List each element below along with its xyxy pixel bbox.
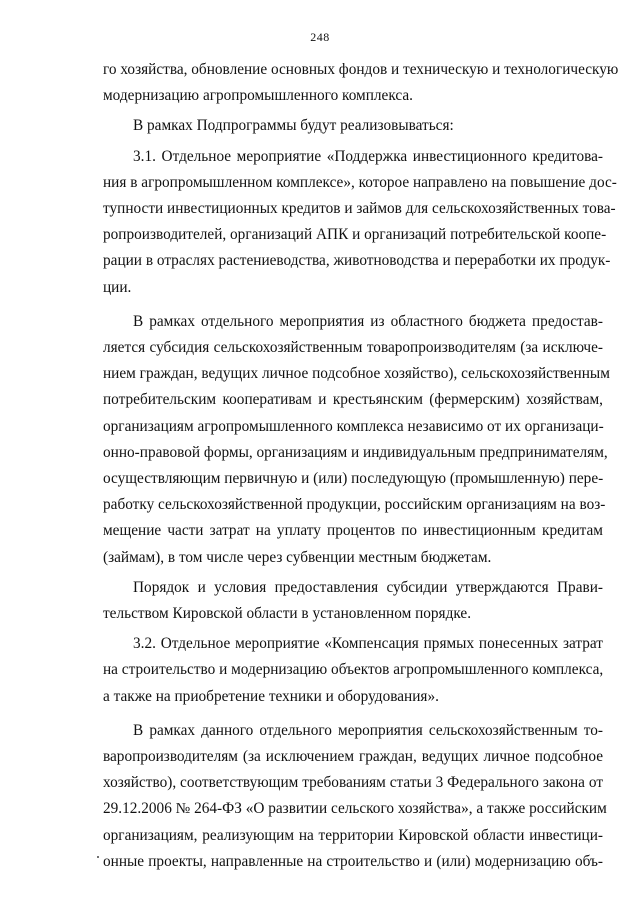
text-line: 29.12.2006 № 264-ФЗ «О развитии сельского хозяйства», а также российским bbox=[103, 800, 607, 818]
page-number: 248 bbox=[310, 30, 330, 44]
paragraph-subsidy bbox=[103, 309, 610, 571]
text-line: работку сельскохозяйственной продукции, российским организациям на воз- bbox=[103, 496, 606, 514]
document-body bbox=[103, 57, 619, 875]
text-line: на строительство и модернизацию объектов агропромышленного комплекса, bbox=[103, 661, 604, 679]
text-line: тупности инвестиционных кредитов и займов для сельскохозяйственных това- bbox=[103, 200, 616, 218]
text-line: мещение части затрат на уплату процентов по инвестиционным кредитам bbox=[103, 522, 603, 540]
text-line: онные проекты, направленные на строительство и (или) модернизацию объ- bbox=[103, 852, 603, 870]
scan-speck bbox=[97, 856, 99, 858]
text-line: осуществляющим первичную и (или) последующую (промышленную) пере- bbox=[103, 470, 604, 488]
text-line: хозяйство), соответствующим требованиям статьи 3 Федерального закона от bbox=[103, 774, 603, 792]
paragraph-measure-3-2 bbox=[103, 631, 603, 710]
text-line: 3.1. Отдельное мероприятие «Поддержка инвестиционного кредитова- bbox=[133, 147, 603, 165]
text-line: В рамках данного отдельного мероприятия сельскохозяйственным то- bbox=[133, 721, 603, 739]
text-line: ропроизводителей, организаций АПК и организаций потребительской коопе- bbox=[103, 226, 607, 244]
text-line: модернизацию агропромышленного комплекса. bbox=[103, 87, 413, 105]
text-line: В рамках отдельного мероприятия из областного бюджета предостав- bbox=[133, 312, 603, 330]
text-line: рации в отраслях растениеводства, животноводства и переработки их продук- bbox=[103, 252, 611, 270]
paragraph-procedure bbox=[103, 575, 603, 627]
text-line: а также на приобретение техники и оборудования». bbox=[103, 687, 439, 705]
paragraph-measure-3-1 bbox=[103, 144, 617, 301]
text-line: В рамках Подпрограммы будут реализовываться: bbox=[133, 117, 454, 135]
text-line: (займам), в том числе через субвенции местным бюджетам. bbox=[103, 548, 492, 566]
text-line: Порядок и условия предоставления субсидии утверждаются Прави- bbox=[133, 578, 603, 596]
paragraph-continuation bbox=[103, 57, 619, 109]
text-line: организациям агропромышленного комплекса независимо от их организаци- bbox=[103, 417, 604, 435]
text-line: нием граждан, ведущих личное подсобное хозяйство), сельскохозяйственным bbox=[103, 365, 610, 383]
text-line: ляется субсидия сельскохозяйственным товаропроизводителям (за исключе- bbox=[103, 339, 603, 357]
text-line: го хозяйства, обновление основных фондов и техническую и технологическую bbox=[103, 61, 619, 78]
text-line: онно-правовой формы, организациям и индивидуальным предпринимателям, bbox=[103, 443, 608, 461]
text-line: ния в агропромышленном комплексе», которое направлено на повышение дос- bbox=[103, 173, 617, 191]
text-line: потребительским кооперативам и крестьянским (фермерским) хозяйствам, bbox=[103, 391, 603, 409]
text-line: тельством Кировской области в установленном порядке. bbox=[103, 605, 472, 623]
paragraph-intro bbox=[103, 113, 603, 139]
text-line: 3.2. Отдельное мероприятие «Компенсация прямых понесенных затрат bbox=[133, 635, 603, 653]
text-line: организациям, реализующим на территории Кировской области инвестици- bbox=[103, 826, 603, 844]
text-line: ции. bbox=[103, 278, 132, 296]
paragraph-compensation bbox=[103, 718, 607, 875]
text-line: варопроизводителям (за исключением граждан, ведущих личное подсобное bbox=[103, 748, 603, 766]
